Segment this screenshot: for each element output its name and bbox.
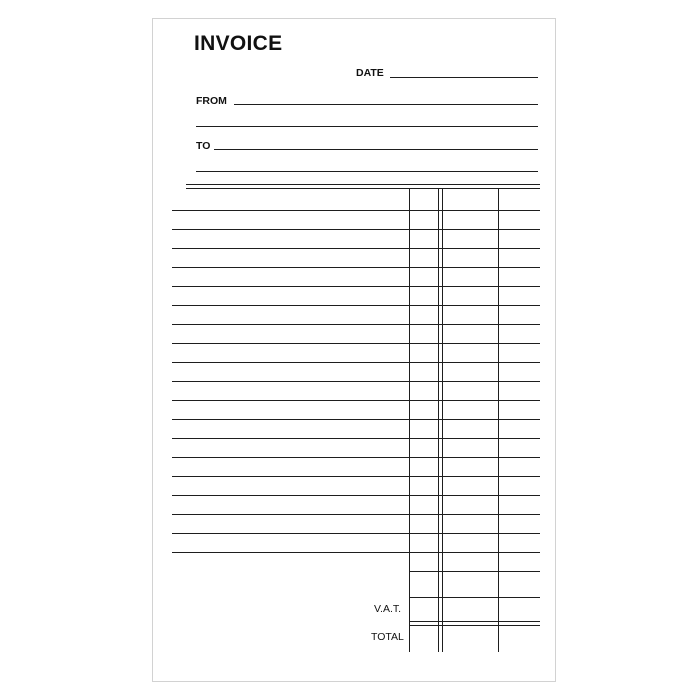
invoice-title: INVOICE [194, 32, 283, 55]
item-row-line [172, 305, 540, 306]
item-row-line [172, 381, 540, 382]
item-row-line [172, 210, 540, 211]
item-row-line [172, 400, 540, 401]
item-row-line [172, 286, 540, 287]
column-divider-qty [409, 188, 410, 652]
from-label: FROM [196, 95, 227, 107]
vat-row-line [409, 597, 540, 598]
footer-row-line [409, 571, 540, 572]
to-label: TO [196, 140, 211, 152]
item-row-line [172, 495, 540, 496]
item-row-line [172, 514, 540, 515]
item-row-line [172, 248, 540, 249]
item-row-line [172, 476, 540, 477]
item-row-line [172, 533, 540, 534]
item-row-line [172, 419, 540, 420]
item-row-line [172, 438, 540, 439]
item-row-line [172, 457, 540, 458]
total-label: TOTAL [371, 631, 404, 643]
total-top-rule-2 [409, 625, 540, 626]
item-row-line [172, 267, 540, 268]
column-divider-amount [498, 188, 499, 652]
item-row-line [172, 229, 540, 230]
vat-label: V.A.T. [374, 603, 402, 615]
item-row-line [172, 362, 540, 363]
item-row-line [172, 343, 540, 344]
date-label: DATE [356, 67, 384, 79]
item-row-line [172, 324, 540, 325]
item-row-line [172, 552, 540, 553]
total-top-rule [409, 621, 540, 622]
column-divider-double-b [442, 188, 443, 652]
column-divider-double-a [438, 188, 439, 652]
